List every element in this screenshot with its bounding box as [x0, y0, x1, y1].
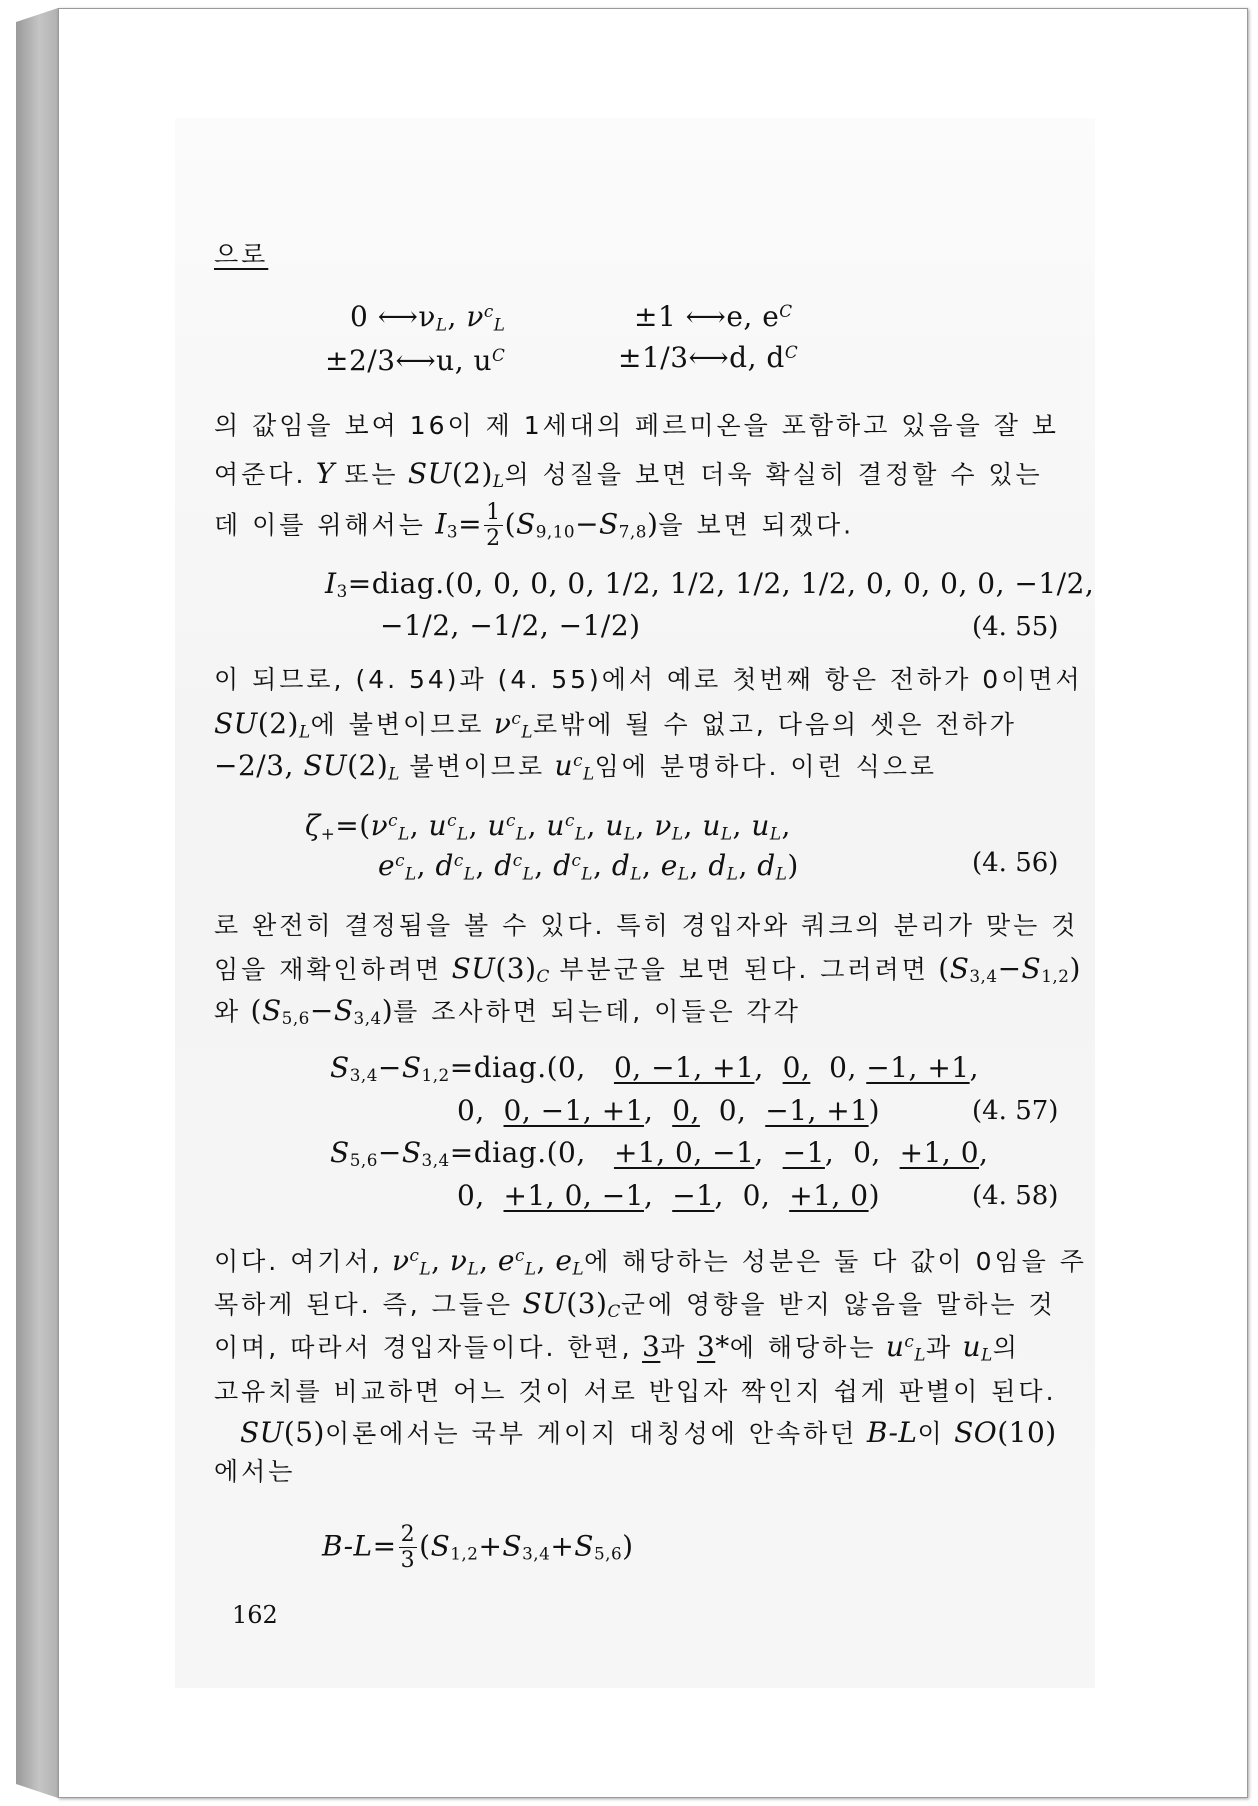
mapping-text: ±1 ⟷e, e — [634, 300, 780, 334]
text-line: 에서는 — [214, 1457, 296, 1486]
text-line: 여준다. Y 또는 $SU(2)_L$의 성질을 보면 더욱 확실히 결정할 수 있는 — [214, 457, 1043, 492]
text-span: 에 해당하는 — [729, 1333, 877, 1363]
text-line: 로 완전히 결정됨을 볼 수 있다. 특히 경입자와 쿼크의 분리가 맞는 것 — [214, 911, 1079, 940]
text-line: 으로 — [214, 240, 269, 269]
equation-4-56-cont: $e^c_L$, $d^c_L$, $d^c_L$, $d^c_L$, $d_L$, $e_L$, $d_L$, $d_L$) — [378, 849, 799, 884]
equation-number: (4. 57) — [972, 1096, 1059, 1126]
text-line: 고유치를 비교하면 어느 것이 서로 반입자 짝인지 쉽게 판별이 된다. — [214, 1377, 1057, 1406]
text-span: 을 보면 되겠다. — [658, 510, 855, 540]
mapping-text: 0 ⟷ν — [350, 300, 436, 334]
text-span: 이 — [917, 1419, 945, 1448]
text-span: 임에 분명하다. 이런 식으로 — [594, 752, 938, 782]
equation-4-55: $I_3=diag.(0$, 0, 0, 0, 1/2, 1/2, 1/2, 1/2, 0, 0, 0, 0, −1/2, — [325, 567, 1095, 602]
equation-b-minus-l: B-L= $\frac{2}{3}$ $(S_{1,2}+S_{3,4}+S_{5,6})$ — [322, 1522, 634, 1574]
text-span: 를 조사하면 되는데, 이들은 각각 — [393, 997, 801, 1026]
text-line: $SU(2)_L$에 불변이므로 $\nu^c_L$로밖에 될 수 없고, 다음의 셋은 전하가 — [214, 707, 1017, 742]
text-line: 데 이를 위해서는 $I_3=$ $\frac{1}{2}$ $(S_{9,10}-S_{7,8})$을 보면 되겠다. — [214, 500, 855, 552]
text-line: 와 $(S_{5,6}-S_{3,4})$를 조사하면 되는데, 이들은 각각 — [214, 994, 801, 1029]
text-span: 데 이를 위해서는 — [214, 510, 426, 540]
text-span: 에 불변이므로 — [310, 710, 485, 740]
equation-number: (4. 55) — [972, 612, 1059, 642]
text-span: 또는 — [344, 460, 399, 489]
text-span: 로밖에 될 수 없고, 다음의 셋은 전하가 — [532, 710, 1017, 740]
text-span: 의 성질을 보면 더욱 확실히 결정할 수 있는 — [504, 460, 1043, 489]
text-span: 임을 재확인하려면 — [214, 955, 443, 984]
text-span: 에 해당하는 성분은 둘 다 값이 0임을 주 — [584, 1247, 1087, 1277]
equation-4-58: $S_{5,6}-S_{3,4}=diag.(0$, +1, 0, −1, −1, 0, +1, 0, — [330, 1136, 989, 1171]
equation-4-58-cont: 0, +1, 0, −1, −1, 0, +1, 0) — [457, 1179, 881, 1212]
equation-4-57-cont: 0, 0, −1, +1, 0, 0, −1, +1) — [457, 1094, 881, 1127]
text-span: 의 — [992, 1333, 1020, 1363]
text-span: 부분군을 보면 된다. 그러려면 — [559, 955, 929, 984]
equation-4-55-cont: −1/2, −1/2, −1/2) — [380, 609, 641, 642]
mapping-e: ±1 ⟷e, $e^C$ — [634, 300, 793, 334]
text-line: 이다. 여기서, $\nu^c_L$, $\nu_L$, $e^c_L$, $e_L$에 해당하는 성분은 둘 다 값이 0임을 주 — [214, 1244, 1087, 1279]
mapping-text: ±1/3⟷d, d — [618, 341, 785, 375]
fraction: $\frac{1}{2}$ — [486, 500, 501, 552]
equation-text: =diag.(0, 0, 0, 0, 1/2, 1/2, 1/2, 1/2, 0, 0, 0, 0, −1/2, — [347, 567, 1095, 600]
book-spine — [16, 8, 58, 1798]
text-line: −2/3, $SU(2)_L$ 불변이므로 $u^c_L$임에 분명하다. 이런 식으로 — [214, 749, 938, 784]
text-span: 이론에서는 국부 게이지 대칭성에 안속하던 — [324, 1419, 858, 1448]
text-span: −2/3, — [214, 749, 294, 783]
equation-number: (4. 58) — [972, 1181, 1059, 1211]
text-span: 목하게 된다. 즉, 그들은 — [214, 1290, 514, 1319]
mapping-u: ±2/3⟷u, $u^C$ — [325, 344, 506, 378]
text-span: 이다. 여기서, — [214, 1247, 383, 1277]
equation-number: (4. 56) — [972, 848, 1059, 878]
equation-4-56: $\zeta_+=(\nu^c_L$, $u^c_L$, $u^c_L$, $u^c_L$, $u_L$, $\nu_L$, $u_L$, $u_L$, — [305, 809, 791, 844]
text-line: 이며, 따라서 경입자들이다. 한편, 3과 3*에 해당하는 $u^c_L$과 $u_L$의 — [214, 1330, 1020, 1365]
text-line: SU(5)이론에서는 국부 게이지 대칭성에 안속하던 B-L이 SO(10) — [240, 1416, 1057, 1449]
text-span: 여준다. — [214, 460, 307, 489]
mapping-text: ±2/3⟷u, u — [325, 344, 493, 378]
text-span: 불변이므로 — [409, 752, 546, 782]
text-line: 목하게 된다. 즉, 그들은 $SU(3)_C$군에 영향을 받지 않음을 말하는 것 — [214, 1287, 1056, 1322]
mapping-d: ±1/3⟷d, $d^C$ — [618, 341, 799, 375]
text-line: 임을 재확인하려면 $SU(3)_C$ 부분군을 보면 된다. 그러려면 $(S_{3,4}-S_{1,2})$ — [214, 952, 1081, 987]
fraction: $\frac{2}{3}$ — [400, 1522, 416, 1574]
text-span: 와 — [214, 997, 242, 1026]
equation-4-57: $S_{3,4}-S_{1,2}=diag.(0$, 0, −1, +1, 0, 0, −1, +1, — [330, 1051, 980, 1086]
text-span: 군에 영향을 받지 않음을 말하는 것 — [620, 1290, 1056, 1319]
page-number: 162 — [232, 1601, 278, 1629]
text-span: 과 — [660, 1333, 688, 1363]
text-line: 이 되므로, (4. 54)과 (4. 55)에서 예로 첫번째 항은 전하가 0이면서 — [214, 665, 1083, 694]
mapping-nu: 0 $⟷\nu_L$, $\nu^c_L$ — [350, 300, 506, 335]
text-span: 이며, 따라서 경입자들이다. 한편, — [214, 1333, 633, 1363]
text-span: 과 — [925, 1333, 954, 1363]
text-line: 의 값임을 보여 16이 제 1세대의 페르미온을 포함하고 있음을 잘 보 — [214, 411, 1059, 440]
